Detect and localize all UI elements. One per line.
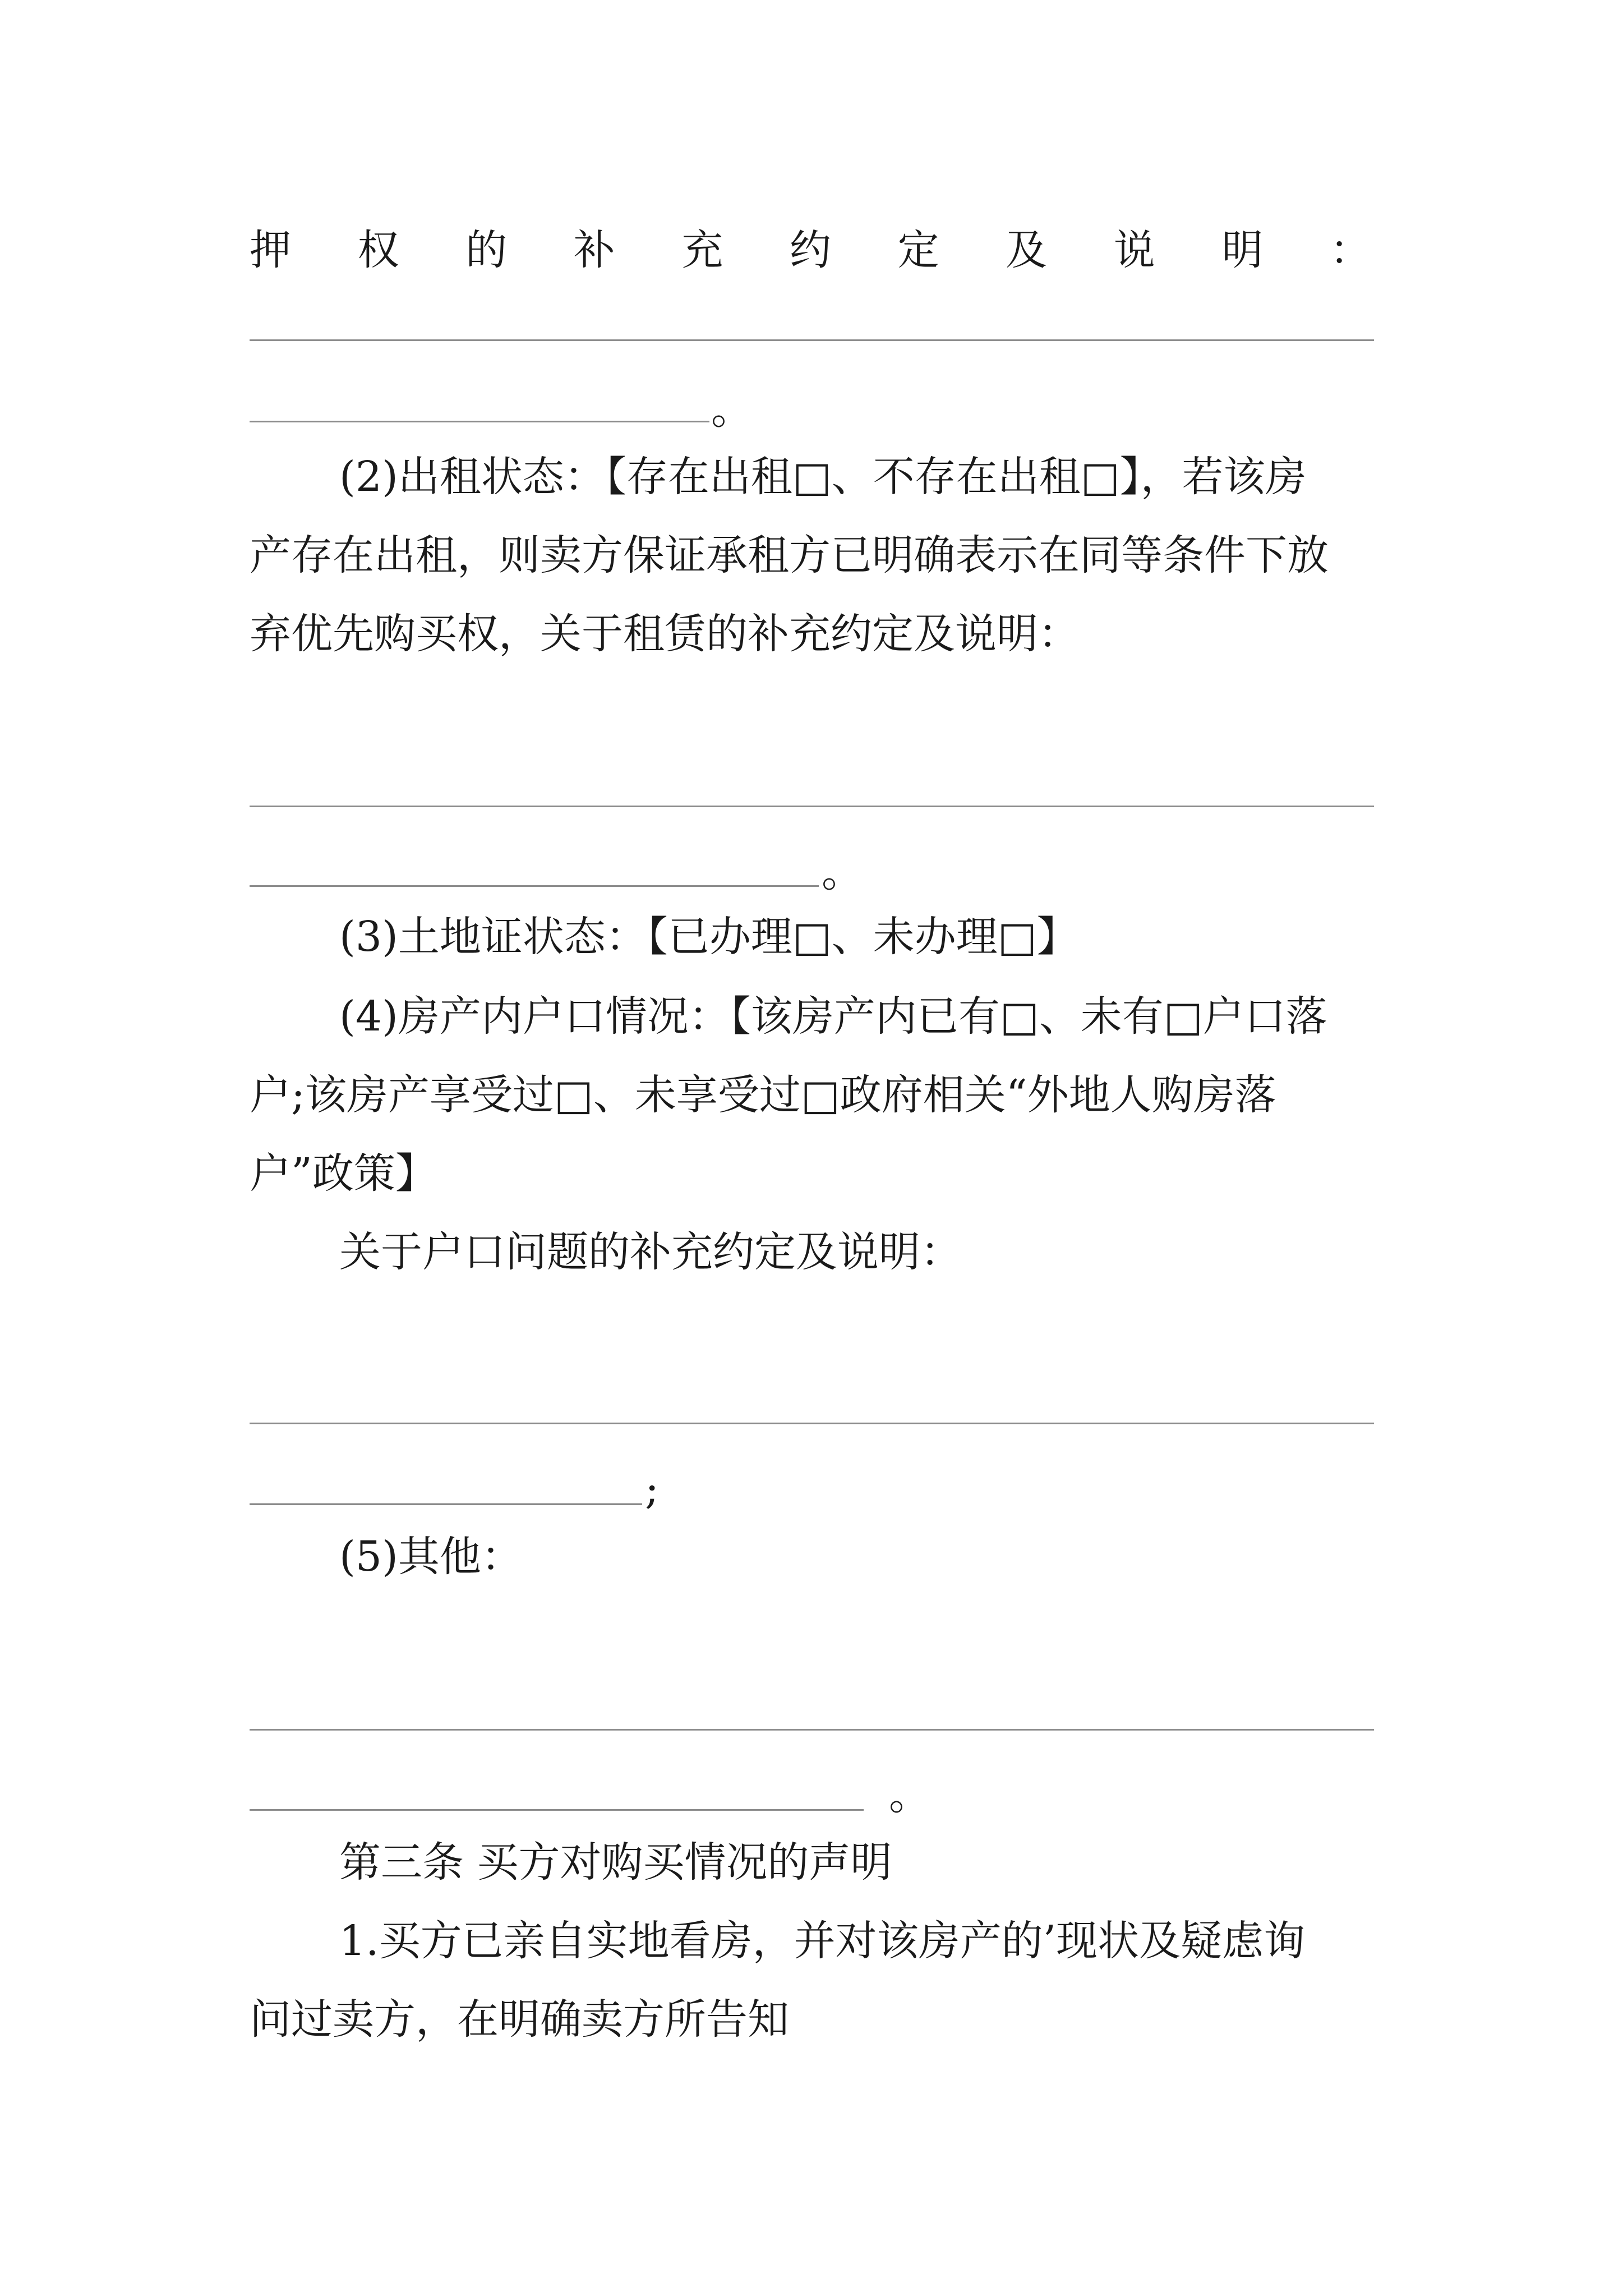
heading-char: 定 — [897, 226, 939, 274]
period-mark: 。 — [889, 1771, 930, 1819]
fill-blank-line — [250, 1423, 1374, 1424]
heading-char: 明 — [1221, 226, 1264, 274]
rental-status-line-1: (2)出租状态：【存在出租□、不存在出租□】，若该房 — [339, 453, 1307, 501]
household-registration-supplement: 关于户口问题的补充约定及说明： — [339, 1228, 962, 1276]
household-registration-line-2: 户;该房产享受过□、未享受过□政府相关“外地人购房落 — [250, 1071, 1276, 1119]
fill-blank-line — [250, 1809, 864, 1811]
article-three-item-1-line-2: 问过卖方，在明确卖方所告知 — [250, 1995, 789, 2044]
article-three-item-1-line-1: 1.买方已亲自实地看房，并对该房产的’现状及疑虑询 — [339, 1917, 1306, 1965]
mortgage-supplement-heading — [250, 219, 1371, 275]
period-mark: 。 — [822, 848, 863, 896]
article-three-heading: 第三条 买方对购买情况的声明 — [339, 1838, 892, 1887]
fill-blank-line — [250, 885, 819, 887]
period-mark: 。 — [711, 385, 753, 434]
fill-blank-line — [250, 1503, 642, 1505]
fill-blank-line — [250, 1729, 1374, 1731]
rental-status-line-2: 产存在出租，则卖方保证承租方已明确表示在同等条件下放 — [250, 531, 1329, 579]
heading-char: 充 — [681, 226, 723, 274]
heading-char: ： — [1329, 226, 1371, 274]
fill-blank-line — [250, 339, 1374, 341]
heading-char: 押 — [250, 226, 291, 274]
heading-char: 的 — [465, 226, 508, 274]
fill-blank-line — [250, 806, 1374, 807]
fill-blank-line — [250, 421, 709, 422]
land-certificate-status: (3)土地证状态：【已办理□、未办理□】 — [339, 913, 1078, 961]
heading-char: 权 — [357, 226, 399, 274]
heading-char: 及 — [1006, 226, 1048, 274]
other-clause: (5)其他： — [339, 1533, 523, 1581]
heading-char: 说 — [1113, 226, 1155, 274]
heading-char: 约 — [789, 226, 831, 274]
household-registration-line-1: (4)房产内户口情况：【该房产内已有□、未有□户口落 — [339, 992, 1327, 1041]
heading-char: 补 — [573, 226, 615, 274]
household-registration-line-3: 户”政策】 — [250, 1149, 437, 1198]
rental-status-line-3: 弃优先购买权，关于租赁的补充约定及说明： — [250, 610, 1080, 658]
semicolon-mark: ; — [645, 1465, 659, 1513]
